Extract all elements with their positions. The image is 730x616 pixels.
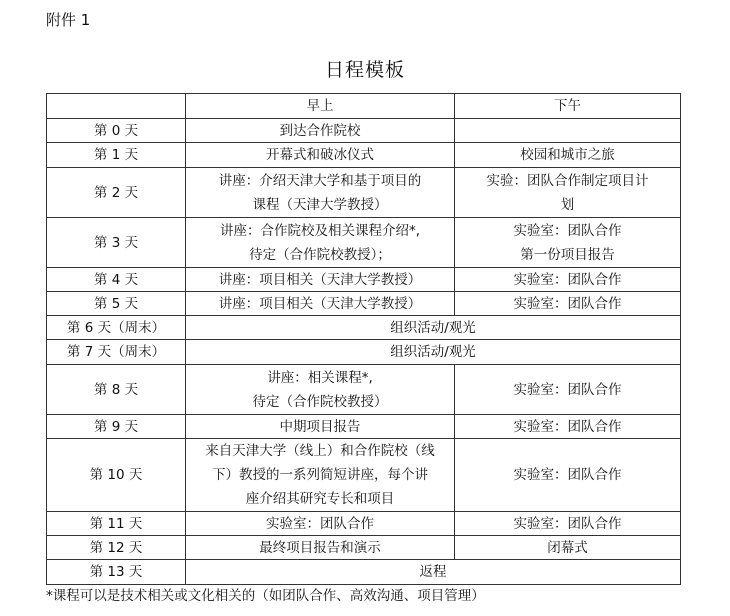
morning-cell-line: 课程（天津大学教授） bbox=[252, 196, 388, 213]
morning-cell-line: 座介绍其研究专长和项目 bbox=[245, 491, 395, 507]
document-title: 日程模板 bbox=[324, 59, 405, 81]
afternoon-cell-line: 闭幕式 bbox=[547, 539, 588, 556]
table-row bbox=[47, 218, 681, 268]
afternoon-cell bbox=[455, 536, 681, 560]
afternoon-cell-line: 校园和城市之旅 bbox=[520, 147, 615, 163]
afternoon-cell-line: 实验室：团队合作 bbox=[513, 515, 622, 532]
morning-cell-line: 开幕式和破冰仪式 bbox=[266, 147, 374, 163]
afternoon-cell bbox=[455, 512, 681, 536]
day-cell: 第 0 天 bbox=[47, 119, 186, 143]
afternoon-cell-line: 实验室：团队合作 bbox=[513, 467, 622, 483]
table-row bbox=[47, 415, 681, 439]
afternoon-cell bbox=[455, 292, 681, 316]
afternoon-cell bbox=[455, 168, 681, 218]
morning-cell-line: 讲座：合作院校及相关课程介绍*, bbox=[219, 222, 421, 239]
morning-cell-line: 中期项目报告 bbox=[279, 418, 361, 435]
day-cell: 第 11 天 bbox=[47, 512, 186, 536]
merged-activity-cell: 返程 bbox=[186, 560, 681, 585]
day-cell: 第 3 天 bbox=[47, 218, 186, 268]
table-row bbox=[47, 268, 681, 292]
morning-cell-line: 讲座：项目相关（天津大学教授） bbox=[218, 295, 422, 312]
schedule-table bbox=[46, 93, 681, 585]
afternoon-cell-line: 实验：团队合作制定项目计 bbox=[486, 172, 649, 189]
morning-cell bbox=[186, 292, 455, 316]
afternoon-cell-line: 实验室：团队合作 bbox=[513, 295, 622, 312]
morning-cell-line: 讲座：介绍天津大学和基于项目的 bbox=[218, 172, 422, 189]
table-row bbox=[47, 119, 681, 143]
day-cell: 第 7 天（周末） bbox=[47, 340, 186, 365]
day-cell: 第 6 天（周末） bbox=[47, 316, 186, 340]
merged-activity-cell: 组织活动/观光 bbox=[186, 316, 681, 340]
table-row bbox=[47, 512, 681, 536]
attachment-label: 附件 1 bbox=[46, 11, 91, 29]
morning-cell-line: 最终项目报告和演示 bbox=[259, 539, 381, 556]
day-cell: 第 9 天 bbox=[47, 415, 186, 439]
afternoon-cell-line: 第一份项目报告 bbox=[520, 246, 615, 263]
day-cell: 第 2 天 bbox=[47, 168, 186, 218]
table-row bbox=[47, 168, 681, 218]
header-afternoon: 下午 bbox=[455, 94, 681, 119]
table-row bbox=[47, 365, 681, 415]
table-row bbox=[47, 316, 681, 340]
table-row bbox=[47, 439, 681, 512]
afternoon-cell-line: 实验室：团队合作 bbox=[513, 418, 622, 435]
afternoon-cell bbox=[455, 439, 681, 512]
table-row bbox=[47, 536, 681, 560]
afternoon-cell-line: 实验室：团队合作 bbox=[513, 271, 622, 288]
morning-cell bbox=[186, 415, 455, 439]
day-cell: 第 8 天 bbox=[47, 365, 186, 415]
afternoon-cell bbox=[455, 415, 681, 439]
morning-cell-line: 讲座：项目相关（天津大学教授） bbox=[218, 271, 422, 288]
morning-cell bbox=[186, 536, 455, 560]
afternoon-cell bbox=[455, 143, 681, 168]
day-cell: 第 1 天 bbox=[47, 143, 186, 168]
day-cell: 第 5 天 bbox=[47, 292, 186, 316]
table-row bbox=[47, 560, 681, 585]
morning-cell bbox=[186, 268, 455, 292]
afternoon-cell bbox=[455, 268, 681, 292]
afternoon-cell bbox=[455, 119, 681, 143]
morning-cell bbox=[186, 439, 455, 512]
morning-cell bbox=[186, 365, 455, 415]
morning-cell bbox=[186, 512, 455, 536]
afternoon-cell bbox=[455, 365, 681, 415]
morning-cell-line: 实验室：团队合作 bbox=[266, 515, 374, 532]
morning-cell-line: 待定（合作院校教授）； bbox=[249, 246, 391, 263]
table-row bbox=[47, 340, 681, 365]
morning-cell bbox=[186, 143, 455, 168]
morning-cell bbox=[186, 168, 455, 218]
header-day bbox=[47, 94, 186, 119]
afternoon-cell bbox=[455, 218, 681, 268]
afternoon-cell-line: 实验室：团队合作 bbox=[513, 381, 622, 398]
day-cell: 第 10 天 bbox=[47, 439, 186, 512]
afternoon-cell-line: 划 bbox=[560, 196, 575, 213]
table-row bbox=[47, 292, 681, 316]
morning-cell bbox=[186, 119, 455, 143]
morning-cell-line: 讲座：相关课程*, bbox=[267, 369, 373, 386]
morning-cell-line: 到达合作院校 bbox=[279, 122, 361, 139]
header-morning: 早上 bbox=[186, 94, 455, 119]
header-row bbox=[47, 94, 681, 119]
morning-cell-line: 来自天津大学（线上）和合作院校（线 bbox=[205, 443, 435, 459]
morning-cell-line: 待定（合作院校教授） bbox=[252, 393, 388, 410]
morning-cell bbox=[186, 218, 455, 268]
day-cell: 第 4 天 bbox=[47, 268, 186, 292]
table-row bbox=[47, 143, 681, 168]
morning-cell-line: 下）教授的一系列简短讲座，每个讲 bbox=[212, 467, 428, 483]
day-cell: 第 12 天 bbox=[47, 536, 186, 560]
footnote: *课程可以是技术相关或文化相关的（如团队合作、高效沟通、项目管理） bbox=[46, 588, 485, 604]
merged-activity-cell: 组织活动/观光 bbox=[186, 340, 681, 365]
day-cell: 第 13 天 bbox=[47, 560, 186, 585]
afternoon-cell-line: 实验室：团队合作 bbox=[513, 222, 622, 239]
